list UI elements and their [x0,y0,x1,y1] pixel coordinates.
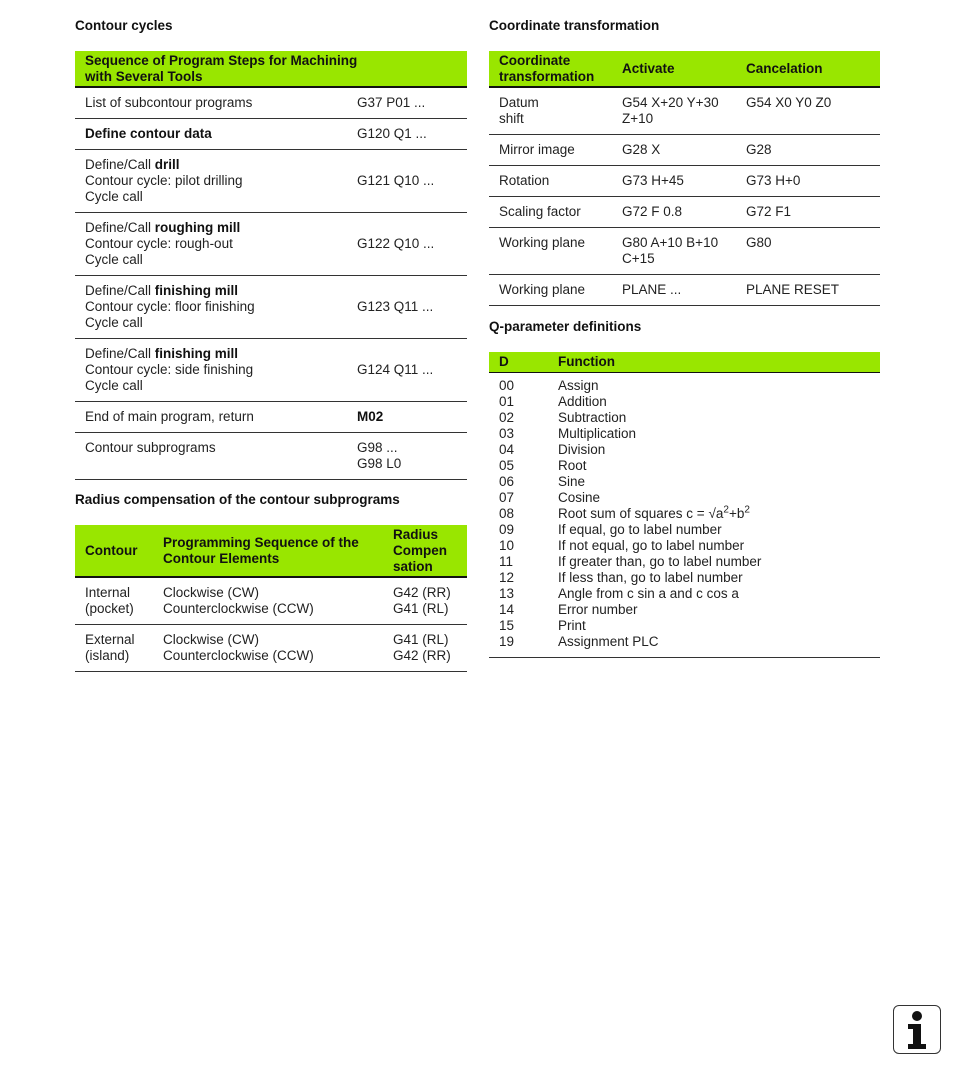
contour-cycle-row [75,433,467,480]
radius-comp-row [75,625,467,672]
q-param-number: 15 [499,617,515,633]
q-param-row [489,538,880,554]
transform-name-line: Working plane [499,235,586,250]
q-param-number: 19 [499,633,515,649]
right-column [489,18,880,658]
cycle-line: Cycle call [85,378,143,393]
activate-code-line: C+15 [622,251,655,266]
cancel-code [736,197,880,228]
transform-name [489,166,612,197]
tool-name: drill [154,157,180,172]
coord-transform-table [489,51,880,306]
coord-transform-heading: Coordinate transformation [489,18,660,33]
programming-sequence-line: Counterclockwise (CCW) [163,648,314,663]
coord-transform-row [489,275,880,306]
cancel-code [736,166,880,197]
q-params-header-function: Function [548,352,880,372]
q-params-header-d: D [489,352,548,372]
activate-code [612,275,736,306]
contour-type-line: External [85,632,135,647]
cancel-code-line: G28 [746,142,772,157]
row-label: Define contour data [85,126,212,141]
q-param-function: Addition [558,393,607,409]
contour-cycle-code [347,276,467,339]
cancel-code [736,135,880,166]
q-param-function: Error number [558,601,638,617]
contour-cycle-label [75,276,347,339]
q-param-row [489,474,880,490]
q-param-number: 07 [499,489,515,505]
define-call-prefix: Define/Call [85,346,155,361]
q-param-row [489,394,880,410]
cancel-code [736,275,880,306]
contour-cycle-row [75,213,467,276]
contour-cycle-code [347,402,467,433]
q-param-function: Assign [558,377,599,393]
contour-cycle-code [347,433,467,480]
tool-name: roughing mill [154,220,241,235]
function-part: +b [728,505,745,521]
programming-sequence-line: Counterclockwise (CCW) [163,601,314,616]
q-param-function: Cosine [558,489,601,505]
radius-comp-table [75,525,467,672]
transform-name [489,275,612,306]
programming-sequence-line: Clockwise (CW) [163,585,259,600]
q-param-row [489,490,880,506]
contour-cycle-row [75,276,467,339]
q-param-row [489,522,880,538]
g-code: G98 L0 [357,456,402,471]
contour-cycle-row [75,402,467,433]
transform-name [489,135,612,166]
g-code: G37 P01 ... [357,95,426,110]
q-param-function: Sine [558,473,586,489]
transform-name-line: Datum [499,95,539,110]
cancel-code-line: PLANE RESET [746,282,840,297]
transform-name-line: Working plane [499,282,586,297]
activate-code [612,228,736,275]
programming-sequence-line: Clockwise (CW) [163,632,259,647]
q-param-row [489,506,880,522]
cycle-line: Cycle call [85,252,143,267]
transform-name-line: Rotation [499,173,550,188]
g-code: G122 Q10 ... [357,236,435,251]
row-label: Contour subprograms [85,440,216,455]
q-param-function: Angle from c sin a and c cos a [558,585,739,601]
define-call-prefix: Define/Call [85,220,155,235]
activate-code [612,197,736,228]
contour-cycles-heading: Contour cycles [75,18,173,33]
coord-transform-row [489,197,880,228]
cancel-code-line: G54 X0 Y0 Z0 [746,95,832,110]
radius-comp-body [75,577,467,672]
q-params-heading: Q-parameter definitions [489,319,642,334]
q-param-function: Multiplication [558,425,637,441]
define-call-prefix: Define/Call [85,157,155,172]
coord-transform-row [489,228,880,275]
transform-name [489,87,612,135]
tool-name: finishing mill [154,346,239,361]
function-part: 2 [744,504,750,515]
programming-sequence [153,577,383,625]
q-params-bottom-rule [489,657,880,658]
contour-type-line: (pocket) [85,601,134,616]
q-param-number: 14 [499,601,515,617]
q-param-row [489,442,880,458]
q-param-number: 13 [499,585,515,601]
activate-code [612,135,736,166]
q-param-row [489,570,880,586]
q-param-function: If equal, go to label number [558,521,722,537]
radius-comp-header-sequence: Programming Sequence of the Contour Elements [153,525,383,577]
q-param-function: If less than, go to label number [558,569,743,585]
transform-name-line: Mirror image [499,142,575,157]
q-param-number: 05 [499,457,515,473]
q-param-row [489,410,880,426]
q-param-function: Assignment PLC [558,633,659,649]
radius-comp-header-comp: Radius Compen sation [383,525,467,577]
coord-transform-header-name: Coordinate transformation [489,51,612,87]
contour-cycle-label [75,87,347,119]
g-code: G98 ... [357,440,398,455]
transform-name-line: Scaling factor [499,204,581,219]
define-call-prefix: Define/Call [85,283,155,298]
programming-sequence [153,625,383,672]
cycle-line: Contour cycle: pilot drilling [85,173,243,188]
q-param-function: If greater than, go to label number [558,553,762,569]
contour-cycle-code [347,213,467,276]
contour-cycle-row [75,87,467,119]
q-param-row [489,602,880,618]
contour-type-line: (island) [85,648,130,663]
coord-transform-body [489,87,880,306]
q-param-number: 08 [499,505,515,521]
radius-comp-row [75,577,467,625]
activate-code-line: G28 X [622,142,661,157]
activate-code-line: G73 H+45 [622,173,684,188]
contour-cycle-row [75,339,467,402]
cancel-code-line: G80 [746,235,772,250]
contour-cycle-code [347,119,467,150]
transform-name-line: shift [499,111,524,126]
activate-code [612,166,736,197]
cancel-code-line: G73 H+0 [746,173,801,188]
q-param-number: 11 [499,553,514,569]
cycle-line: Contour cycle: floor finishing [85,299,255,314]
q-params-table [489,352,880,650]
cycle-line: Contour cycle: rough-out [85,236,233,251]
radius-compensation [383,577,467,625]
contour-cycle-label [75,402,347,433]
q-param-row [489,618,880,634]
cancel-code [736,228,880,275]
coord-transform-row [489,87,880,135]
q-param-number: 12 [499,569,515,585]
q-param-row [489,554,880,570]
q-param-function: Root [558,457,587,473]
activate-code-line: G80 A+10 B+10 [622,235,719,250]
function-part: 2 [723,504,729,515]
q-param-number: 02 [499,409,515,425]
contour-cycle-label [75,213,347,276]
radius-compensation-line: G42 (RR) [393,585,451,600]
activate-code-line: PLANE ... [622,282,682,297]
radius-comp-heading: Radius compensation of the contour subprograms [75,492,400,507]
contour-type [75,625,153,672]
q-param-function: If not equal, go to label number [558,537,745,553]
contour-cycles-table [75,51,467,480]
q-param-number: 09 [499,521,515,537]
q-param-function: Subtraction [558,409,627,425]
cancel-code-line: G72 F1 [746,204,792,219]
contour-cycle-code [347,87,467,119]
contour-cycle-code [347,150,467,213]
q-param-row [489,426,880,442]
g-code: G121 Q10 ... [357,173,435,188]
q-param-row [489,586,880,602]
activate-code-line: G54 X+20 Y+30 [622,95,719,110]
tool-name: finishing mill [154,283,239,298]
q-param-number: 10 [499,537,515,553]
g-code: M02 [357,409,384,424]
coord-transform-header-activate: Activate [612,51,736,87]
q-param-number: 04 [499,441,515,457]
cycle-line: Contour cycle: side finishing [85,362,254,377]
radius-compensation-line: G41 (RL) [393,632,449,647]
coord-transform-header-cancel: Cancelation [736,51,880,87]
q-param-number: 06 [499,473,515,489]
contour-type [75,577,153,625]
q-param-number: 00 [499,377,515,393]
q-param-row [489,372,880,394]
q-param-number: 03 [499,425,515,441]
activate-code [612,87,736,135]
g-code: G124 Q11 ... [357,362,434,377]
cancel-code [736,87,880,135]
cycle-line: Cycle call [85,315,143,330]
coord-transform-row [489,166,880,197]
contour-cycle-label [75,150,347,213]
q-param-function: Division [558,441,606,457]
contour-cycle-label [75,339,347,402]
cycle-line: Cycle call [85,189,143,204]
radius-comp-header-contour: Contour [75,525,153,577]
q-params-body [489,372,880,650]
row-label: End of main program, return [85,409,254,424]
contour-cycle-label [75,433,347,480]
activate-code-line: G72 F 0.8 [622,204,683,219]
left-column [75,18,467,672]
transform-name [489,197,612,228]
info-glyph [902,1010,932,1050]
radius-compensation-line: G42 (RR) [393,648,451,663]
contour-type-line: Internal [85,585,131,600]
activate-code-line: Z+10 [622,111,654,126]
radius-compensation [383,625,467,672]
contour-cycles-body [75,87,467,480]
row-label: List of subcontour programs [85,95,253,110]
contour-cycles-table-header: Sequence of Program Steps for Machining with Several Tools [75,51,467,87]
contour-cycle-row [75,119,467,150]
function-part: Root sum of squares c = √a [558,505,724,521]
contour-cycle-label [75,119,347,150]
coord-transform-row [489,135,880,166]
info-icon[interactable] [893,1005,941,1054]
transform-name [489,228,612,275]
q-param-function [548,506,880,522]
q-param-number: 01 [499,393,515,409]
g-code: G123 Q11 ... [357,299,434,314]
q-param-row [489,634,880,650]
q-param-row [489,458,880,474]
q-param-function: Print [558,617,586,633]
g-code: G120 Q1 ... [357,126,427,141]
radius-compensation-line: G41 (RL) [393,601,449,616]
contour-cycle-code [347,339,467,402]
contour-cycle-row [75,150,467,213]
